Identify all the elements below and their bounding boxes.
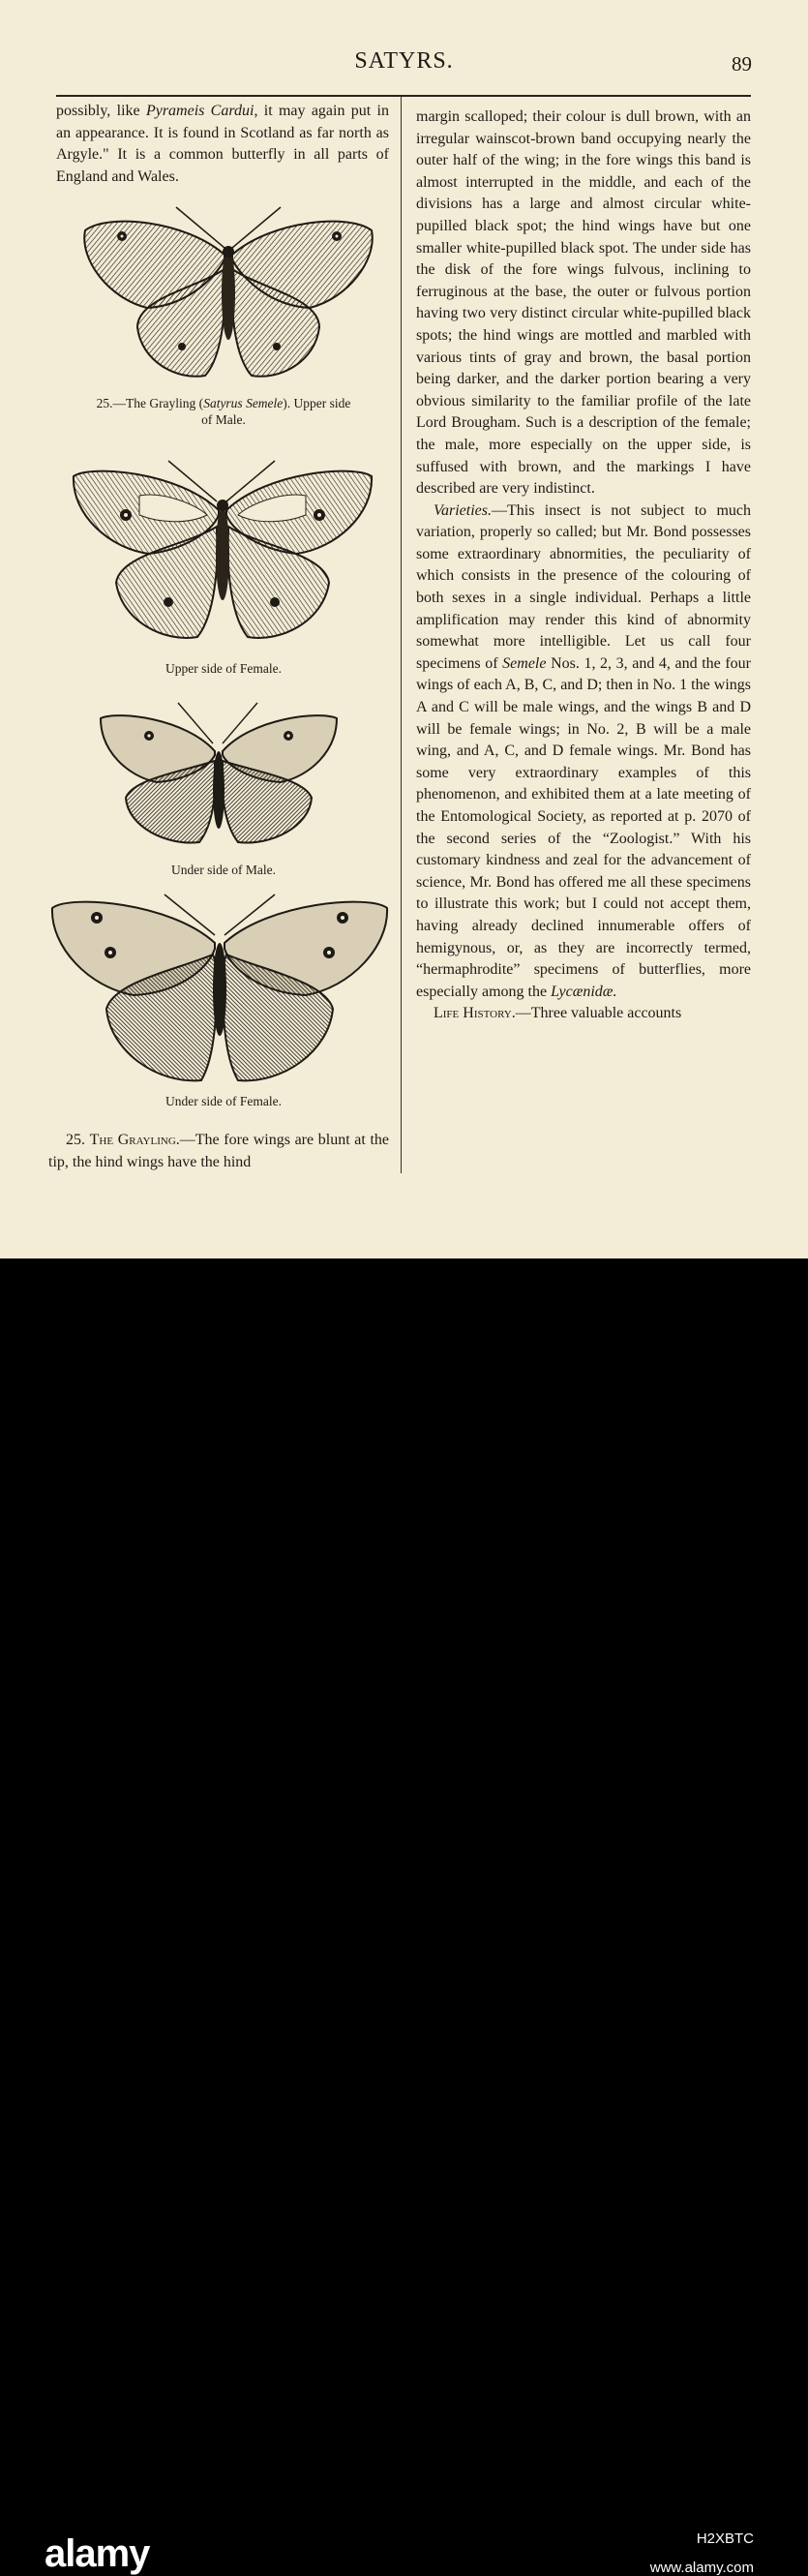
varieties-paragraph — [416, 500, 751, 1004]
species-heading: The Grayling. — [89, 1132, 180, 1148]
text-line: possibly, like — [56, 103, 146, 119]
text-line: , it may again put in an appearance. It is found in Scotland as far north as Argyle." It is a common butterfly in all parts of England and Wales. — [56, 103, 389, 185]
watermark-bar — [0, 1258, 808, 2576]
figure-2-caption: Upper side of Female. — [165, 661, 282, 676]
book-page — [0, 0, 808, 1258]
butterfly-upper-female-illustration — [72, 457, 374, 647]
figure-4-caption: Under side of Female. — [165, 1094, 282, 1108]
section-heading-life-history: Life History. — [434, 1005, 516, 1022]
paragraph-text: Nos. 1, 2, 3, and 4, and the four wings of each A, B, C, and D; then in No. 1 the wings A and C will be male wings, and the wings B and D will be female wings; in No. 2, B will be a male wing, and A, C, and D female wings. Mr. Bond has some very extraordinary examples of this phenomenon, and exhibited them at a late meeting of the Entomological Society, as reported at p. 2070 of the second series of the “Zoologist.” With his customary kindness and zeal for the advancement of science, Mr. Bond has offered me all these specimens to illustrate this work; but I could not accept them, having already declined innumerable offers of hemigynous, or, as they are incorrectly termed, “hermaphrodite” specimens of butterflies, more especially among the — [416, 654, 752, 1000]
header-rule — [56, 95, 751, 97]
column-divider — [401, 97, 402, 1173]
grayling-paragraph — [48, 1130, 389, 1173]
figure-1-caption — [54, 395, 393, 428]
section-heading-varieties: Varieties. — [434, 501, 492, 519]
left-column-bottom-text — [48, 1130, 389, 1173]
text-line: blunt at the tip, the hind wings have the hind — [48, 1132, 390, 1170]
butterfly-under-female-illustration — [50, 893, 389, 1088]
watermark-url: www.alamy.com — [649, 2560, 754, 2576]
caption-species: Satyrus Semele — [203, 396, 284, 410]
italic-species: Semele — [502, 654, 547, 672]
life-history-paragraph — [416, 1003, 751, 1025]
page-number: 89 — [732, 52, 752, 76]
alamy-logo: alamy — [45, 2532, 150, 2575]
running-head — [0, 48, 808, 77]
page-title: SATYRS. — [354, 48, 454, 74]
caption-text: of Male. — [201, 412, 246, 427]
description-paragraph: margin scalloped; their colour is dull brown, with an irregular wainscot-brown band occupying nearly the outer half of the wing; in the fore wings this band is almost interrupted in the middle, and each of the divisions has a large and almost circular white-pupilled black spot; the hind wings have but one smaller white-pupilled black spot. The under side has the disk of the fore wings fulvous, inclining to ferruginous at the base, the outer or fulvous portion having two very distinct circular white-pupilled black spots; the hind wings are mottled and marbled with various tints of gray and brown, the basal portion being darker, and the darker portion bearing a very obvious similarity to the familiar profile of the late Lord Brougham. Such is a description of the female; the male, more especially on the upper side, is suffused with brown, and the markings I have described are very indistinct. — [416, 108, 751, 498]
image-id: H2XBTC — [696, 2531, 754, 2547]
paragraph-text: —This insect is not subject to much variation, properly so called; but Mr. Bond possesses some extraordinary abnormities, the peculiarity of which consists in the presence of the colouring of both sexes in a single individual. Perhaps a little amplification may render this kind of abnormity somewhat more intelligible. Let us call four specimens of — [416, 501, 751, 672]
italic-species: Pyrameis Cardui — [145, 103, 254, 119]
right-column-text — [416, 106, 751, 1025]
caption-text: 25.—The Grayling ( — [96, 396, 204, 410]
caption-text: ). Upper side — [283, 396, 351, 410]
butterfly-upper-male-illustration — [79, 201, 377, 385]
species-number: 25. — [66, 1132, 85, 1148]
italic-family: Lycænidæ. — [551, 983, 617, 1000]
butterfly-under-male-illustration — [99, 701, 341, 848]
paragraph-text: —Three valuable accounts — [515, 1005, 682, 1022]
left-column-top-text — [56, 101, 389, 188]
figure-3-caption: Under side of Male. — [171, 863, 276, 877]
text-line: —The fore wings are — [179, 1132, 314, 1148]
left-top-paragraph — [56, 101, 389, 188]
